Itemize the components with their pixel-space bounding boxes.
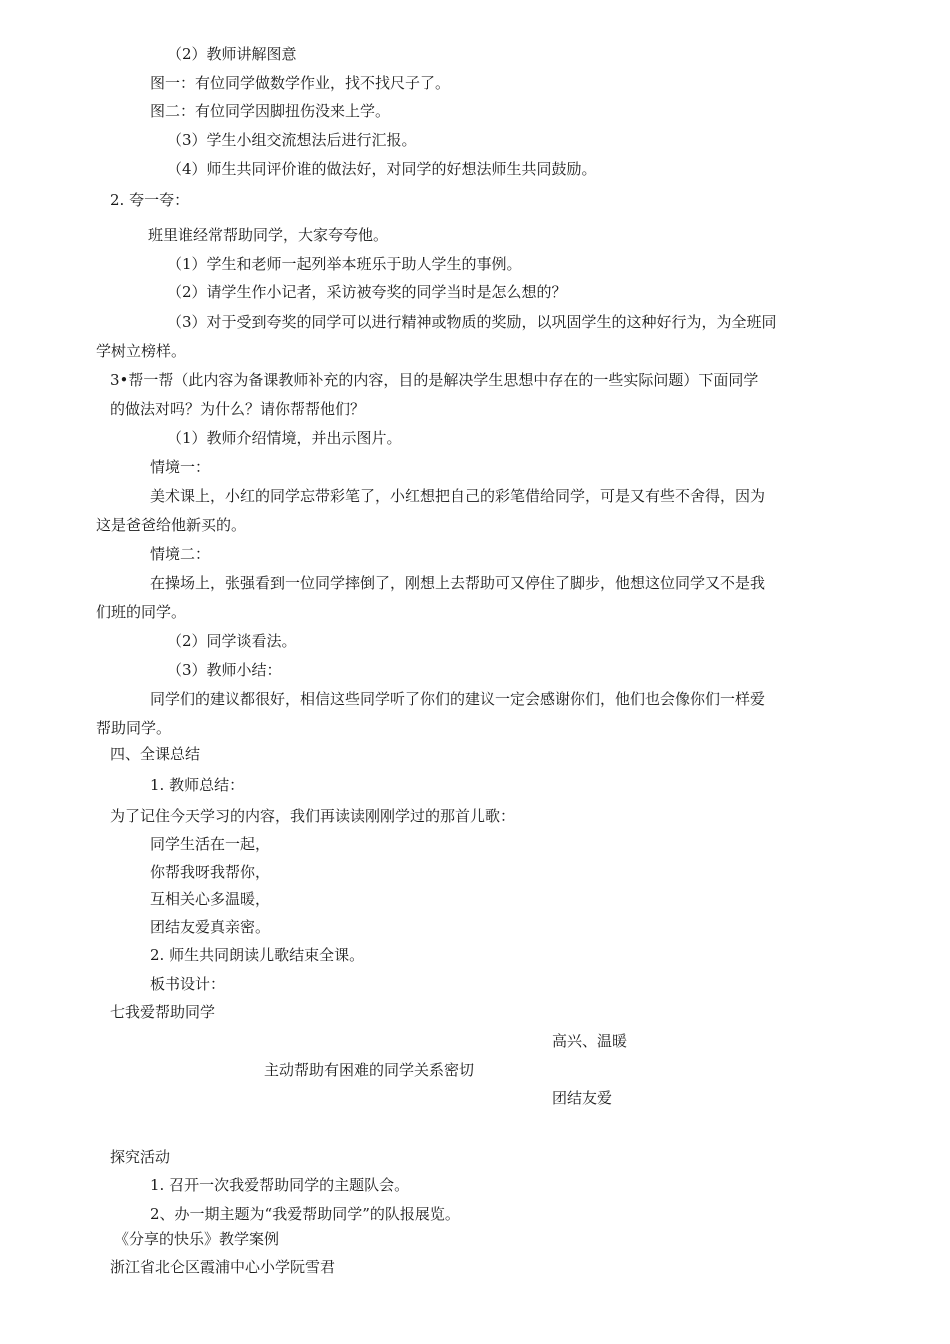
text-line: （2）教师讲解图意 xyxy=(167,45,297,63)
text-line: 图一：有位同学做数学作业，找不找尺子了。 xyxy=(150,74,451,92)
text-line: （2）同学谈看法。 xyxy=(167,632,297,650)
poem-line: 同学生活在一起， xyxy=(150,835,271,853)
text-line: 图二：有位同学因脚扭伤没来上学。 xyxy=(150,102,391,120)
text-line: （1）教师介绍情境，并出示图片。 xyxy=(167,429,402,447)
text-line: 1. 教师总结： xyxy=(150,776,245,794)
text-line: 这是爸爸给他新买的。 xyxy=(96,516,247,534)
text-line: 帮助同学。 xyxy=(96,719,172,737)
text-line: 为了记住今天学习的内容，我们再读读刚刚学过的那首儿歌： xyxy=(110,807,516,825)
board-title: 七我爱帮助同学 xyxy=(110,1003,216,1021)
text-line: （3）学生小组交流想法后进行汇报。 xyxy=(167,131,417,149)
section-heading: 3•帮一帮（此内容为备课教师补充的内容，目的是解决学生思想中存在的一些实际问题）下面同学 xyxy=(110,371,759,389)
text-line: 情境一： xyxy=(150,458,211,476)
text-line: （1）学生和老师一起列举本班乐于助人学生的事例。 xyxy=(167,255,522,273)
poem-line: 团结友爱真亲密。 xyxy=(150,918,271,936)
text-line: 的做法对吗？为什么？请你帮帮他们？ xyxy=(110,400,366,418)
document-title: 《分享的快乐》教学案例 xyxy=(114,1230,280,1248)
board-item: 主动帮助有困难的同学关系密切 xyxy=(264,1061,475,1079)
section-heading: 探究活动 xyxy=(110,1148,171,1166)
text-line: 板书设计： xyxy=(150,975,226,993)
text-line: 班里谁经常帮助同学，大家夸夸他。 xyxy=(148,226,389,244)
text-line: 在操场上，张强看到一位同学摔倒了，刚想上去帮助可又停住了脚步，他想这位同学又不是我 xyxy=(150,574,766,592)
section-heading: 2. 夸一夸： xyxy=(110,191,190,209)
author-line: 浙江省北仑区霞浦中心小学阮雪君 xyxy=(110,1258,336,1276)
text-line: （2）请学生作小记者，采访被夸奖的同学当时是怎么想的？ xyxy=(167,283,567,301)
text-line: （3）教师小结： xyxy=(167,661,282,679)
text-line: 情境二： xyxy=(150,545,211,563)
poem-line: 互相关心多温暖， xyxy=(150,890,271,908)
text-line: 美术课上，小红的同学忘带彩笔了，小红想把自己的彩笔借给同学，可是又有些不舍得，因为 xyxy=(150,487,766,505)
text-line: 2. 师生共同朗读儿歌结束全课。 xyxy=(150,946,365,964)
text-line: 1. 召开一次我爱帮助同学的主题队会。 xyxy=(150,1176,410,1194)
board-item: 高兴、温暖 xyxy=(552,1032,628,1050)
text-line: 2、办一期主题为“我爱帮助同学”的队报展览。 xyxy=(150,1205,460,1223)
section-heading: 四、全课总结 xyxy=(110,745,201,763)
text-line: （3）对于受到夸奖的同学可以进行精神或物质的奖励，以巩固学生的这种好行为，为全班同 xyxy=(167,313,777,331)
text-line: 学树立榜样。 xyxy=(96,342,187,360)
board-item: 团结友爱 xyxy=(552,1089,613,1107)
text-line: 们班的同学。 xyxy=(96,603,187,621)
text-line: （4）师生共同评价谁的做法好，对同学的好想法师生共同鼓励。 xyxy=(167,160,597,178)
text-line: 同学们的建议都很好，相信这些同学听了你们的建议一定会感谢你们，他们也会像你们一样爱 xyxy=(150,690,766,708)
poem-line: 你帮我呀我帮你， xyxy=(150,863,271,881)
